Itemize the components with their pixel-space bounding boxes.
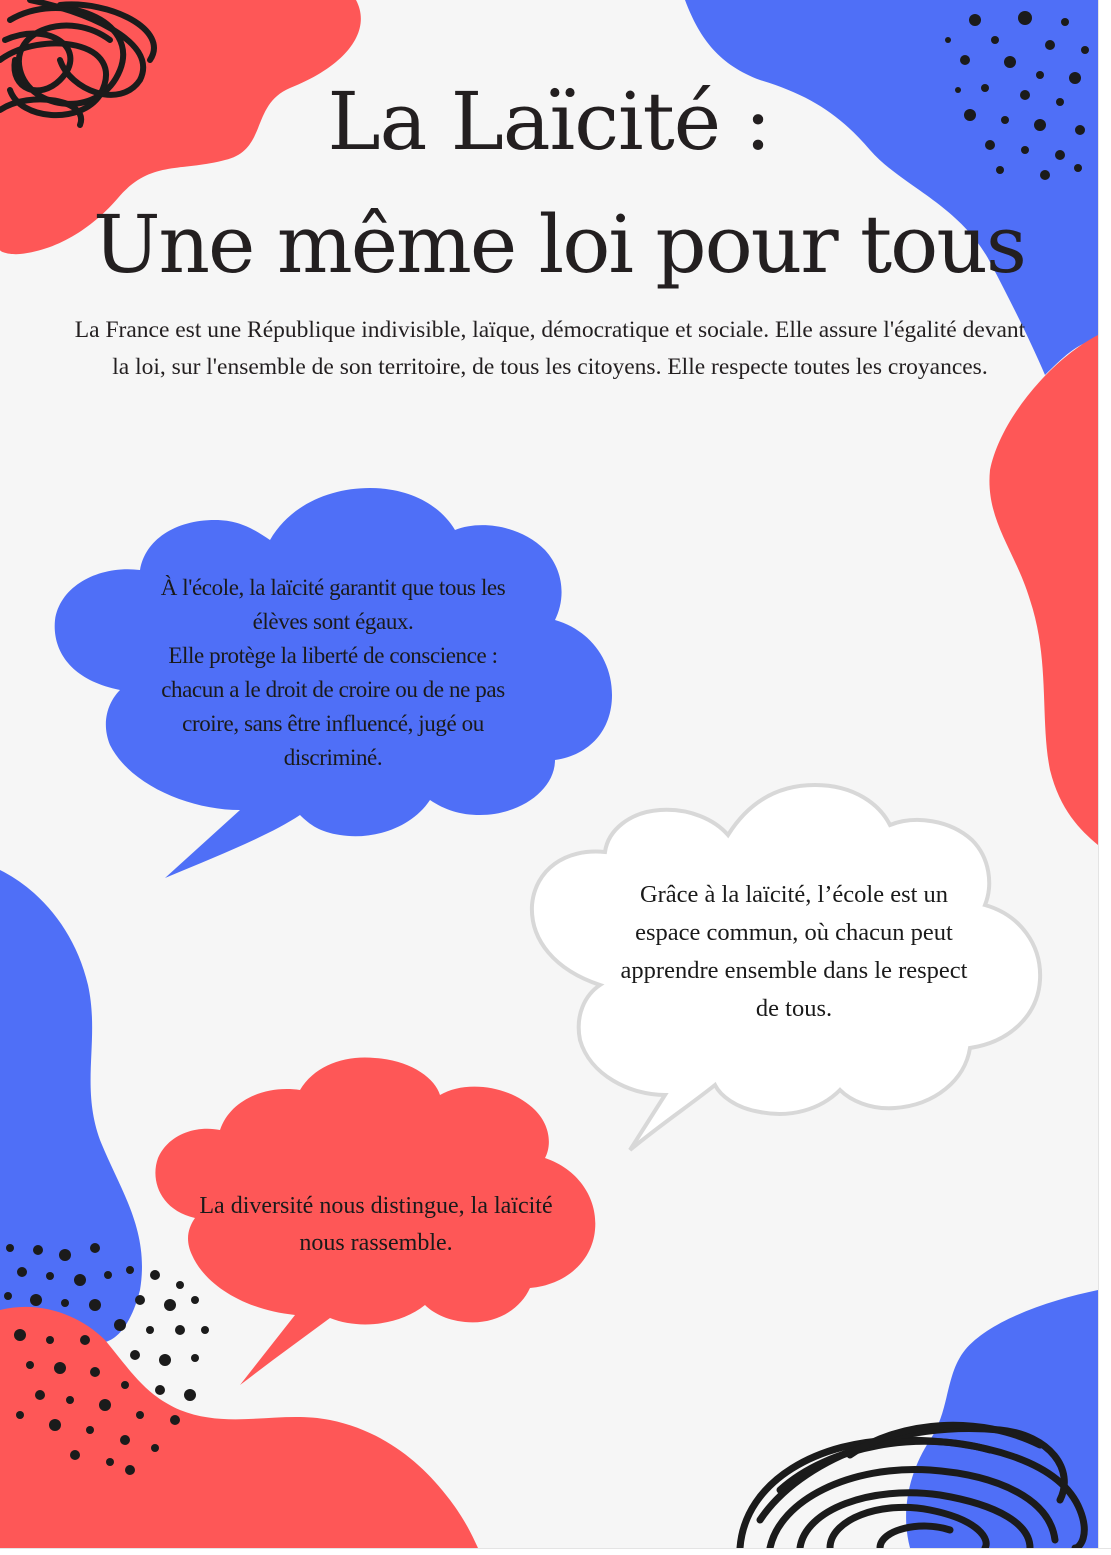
- intro-paragraph: La France est une République indivisible, laïque, démocratique et sociale. Elle assure l'égalité devant la loi, sur l'ensemble de son territoire, de tous les citoyens. Elle respecte toutes les croyances.: [74, 317, 1026, 380]
- white-bubble-line: de tous.: [755, 995, 833, 1022]
- blue-bubble-line: À l'école, la laïcité garantit que tous les: [160, 575, 506, 600]
- page-edge-right: [1098, 0, 1111, 1554]
- blue-bubble-line: discriminé.: [283, 745, 383, 770]
- white-bubble-line: espace commun, où chacun peut: [635, 919, 953, 946]
- white-bubble-text: [580, 876, 1008, 1028]
- white-bubble-line: Grâce à la laïcité, l’école est un: [639, 881, 949, 908]
- blue-bubble-line: chacun a le droit de croire ou de ne pas: [161, 677, 505, 702]
- red-bubble-text: [170, 1188, 582, 1262]
- red-bubble-line: nous rassemble.: [299, 1230, 453, 1256]
- page-title-line-2: Une même loi pour tous: [93, 198, 1025, 291]
- white-bubble-line: apprendre ensemble dans le respect: [620, 957, 968, 984]
- red-bubble-line: La diversité nous distingue, la laïcité: [199, 1193, 553, 1219]
- blue-bubble-text: [118, 571, 548, 775]
- blue-bubble-line: croire, sans être influencé, jugé ou: [182, 711, 484, 736]
- bottom-left-red-blob: [0, 1307, 478, 1548]
- blue-bubble-line: Elle protège la liberté de conscience :: [168, 643, 498, 668]
- page-title-line-1: La Laïcité :: [327, 75, 771, 168]
- blue-bubble-line: élèves sont égaux.: [252, 609, 414, 634]
- right-red-blob: [989, 335, 1098, 845]
